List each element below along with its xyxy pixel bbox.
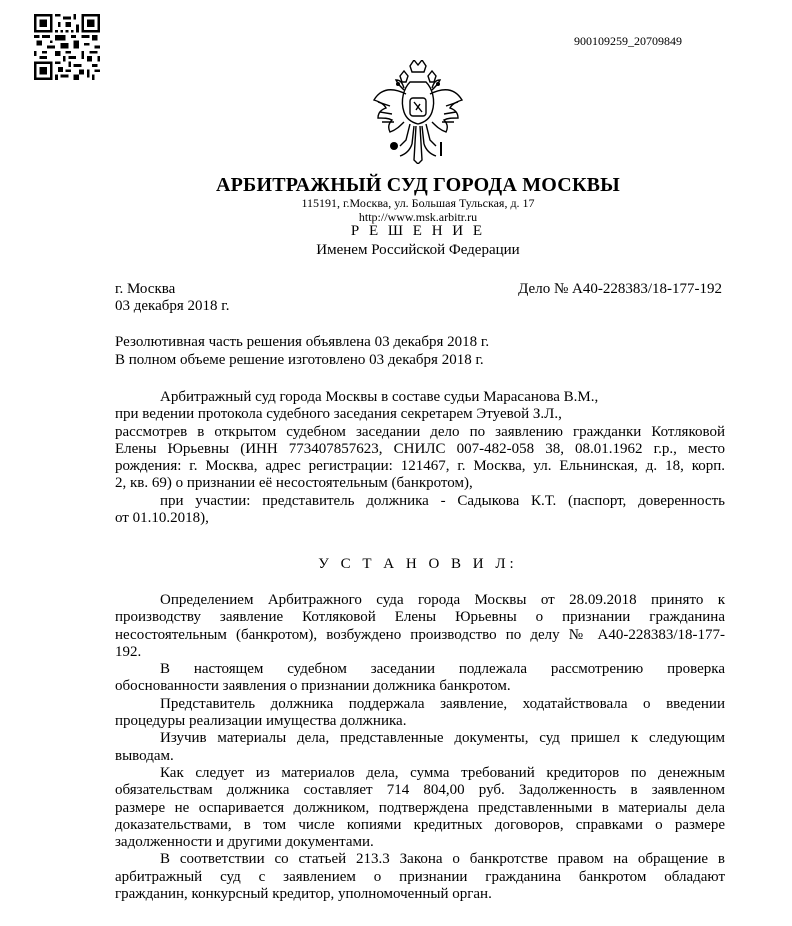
decision-title: Р Е Ш Е Н И Е <box>350 223 486 239</box>
federation-line: Именем Российской Федерации <box>316 242 520 258</box>
decision-date: 03 декабря 2018 г. <box>115 298 230 314</box>
court-address: 115191, г.Москва, ул. Большая Тульская, д. 17 <box>301 196 535 210</box>
case-number: Дело № А40-228383/18-177-192 <box>518 281 722 297</box>
text-line: гражданин, конкурсный кредитор, уполномоченный орган. <box>115 886 492 903</box>
text-line: арбитражный суд с заявлением о признании гражданина банкротом обладают <box>115 868 725 885</box>
text-line: задолженности и другими документами. <box>115 834 374 851</box>
text-line: рождения: г. Москва, адрес регистрации: 121467, г. Москва, ул. Ельнинская, д. 18, корп. <box>115 458 725 475</box>
court-title: АРБИТРАЖНЫЙ СУД ГОРОДА МОСКВЫ <box>215 174 621 196</box>
text-line: рассмотрев в открытом судебном заседании дело по заявлению гражданки Котляковой <box>115 423 725 440</box>
text-line: производству заявление Котляковой Елены Юрьевны о признании гражданина <box>115 609 725 626</box>
text-line: доказательствами, в том числе копиями кредитных договоров, справками о размере <box>115 816 725 833</box>
text-line: В соответствии со статьей 213.3 Закона о банкротстве правом на обращение в <box>160 851 725 868</box>
court-website-link[interactable]: http://www.msk.arbitr.ru <box>358 210 478 224</box>
text-line: размере не оспаривается должником, подтверждена представленными в материалы дела <box>115 799 725 816</box>
text-line: при ведении протокола судебного заседания секретарем Этуевой З.Л., <box>115 406 562 423</box>
text-line: 2, кв. 69) о признании её несостоятельным (банкротом), <box>115 475 473 492</box>
text-line: выводам. <box>115 747 174 764</box>
text-line: Арбитражный суд города Москвы в составе судьи Марасанова В.М., <box>160 389 599 405</box>
qr-code <box>34 14 100 80</box>
text-line: Елены Юрьевны (ИНН 773407857623, СНИЛС 007-482-058 38, 08.01.1962 г.р., место <box>115 440 725 457</box>
text-line: В настоящем судебном заседании подлежала рассмотрению проверка <box>160 661 725 678</box>
established-title: У С Т А Н О В И Л: <box>318 556 518 572</box>
intro-paragraph <box>115 389 725 527</box>
text-line: несостоятельным (банкротом), возбуждено производство по делу № А40-228383/18-177- <box>115 626 725 643</box>
text-line: Представитель должника поддержала заявление, ходатайствовала о введении <box>160 695 725 712</box>
text-line: 192. <box>115 643 142 660</box>
text-line: Изучив материалы дела, представленные документы, суд пришел к следующим <box>160 730 725 747</box>
decision-made: В полном объеме решение изготовлено 03 декабря 2018 г. <box>115 352 484 368</box>
text-line: Как следует из материалов дела, сумма требований кредиторов по денежным <box>160 764 725 781</box>
text-line: процедуры реализации имущества должника. <box>115 713 407 730</box>
city: г. Москва <box>115 281 176 297</box>
text-line: Определением Арбитражного суда города Москвы от 28.09.2018 принято к <box>160 592 725 608</box>
text-line: при участии: представитель должника - Садыкова К.Т. (паспорт, доверенность <box>160 492 725 509</box>
text-line: обоснованности заявления о признании должника банкротом. <box>115 678 511 695</box>
coat-of-arms-emblem <box>370 60 466 164</box>
body-paragraphs <box>115 592 725 903</box>
document-number: 900109259_20709849 <box>574 34 682 48</box>
text-line: обязательствам должника составляет 714 804,00 руб. Задолженность в заявленном <box>115 782 725 799</box>
text-line: от 01.10.2018), <box>115 510 209 527</box>
resolution-announced: Резолютивная часть решения объявлена 03 декабря 2018 г. <box>115 334 490 350</box>
